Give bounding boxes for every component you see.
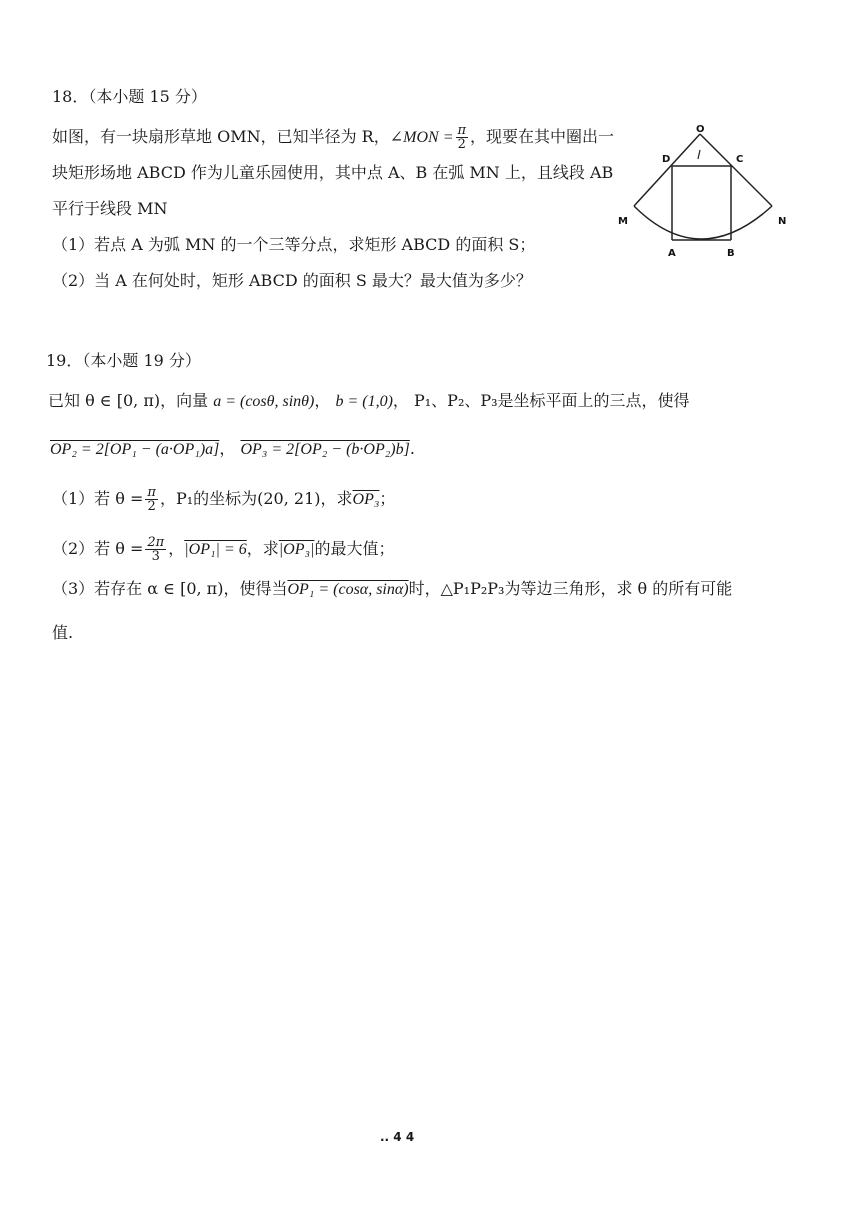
q19-part3-cont: 值. [52,623,74,642]
label-a: A [668,248,676,259]
q19-line1: 已知 θ ∈ [0, π)，向量 a = (cosθ, sinθ)， b = (1,0)， P₁、P₂、P₃是坐标平面上的三点，使得 [48,391,690,410]
q19-p2-a: （2）若 θ = [52,539,144,558]
label-m: M [618,216,628,227]
label-b: B [727,248,735,259]
p2-num: 2π [147,535,165,550]
norm-op1: |OP₁| = 6 [184,541,247,558]
q18-line3: 平行于线段 MN [52,199,168,218]
segment-om [634,134,700,206]
q19-l1-a: 已知 θ ∈ [0, π)，向量 [48,391,209,410]
sector-figure [612,120,802,270]
p2-fraction [145,536,166,563]
eq-op3: OP₃ = 2[OP₂ − (b·OP₂)b] [240,441,410,458]
label-o: O [696,124,705,135]
angle-fraction [456,124,469,151]
p1-num: π [147,485,156,500]
vector-a-def: a = (cosθ, sinθ) [213,393,315,410]
q19-p1-d: ； [379,489,396,508]
vector-op1-def: OP₁ = (cosα, sinα) [287,581,409,598]
q19-part3 [52,578,732,601]
q19-p3-a: （3）若存在 α ∈ [0, π)，使得当 [52,579,288,598]
q18-title: 18．（本小题 15 分） [52,87,207,106]
q18-line1-b: ，现要在其中圈出一 [470,127,615,146]
label-n: N [778,216,787,227]
q19-line2: OP₂ = 2[OP₁ − (a·OP₁)a]， OP₃ = 2[OP₂ − (b·OP₂)b]. [50,439,415,458]
q19-p2-b: ， [168,539,185,558]
q19-p3-c: 时，△P₁P₂P₃为等边三角形，求 θ 的所有可能 [408,579,733,598]
page-number: .. 4 4 [380,1130,415,1144]
q19-title: 19．（本小题 19 分） [46,351,201,370]
vector-b-def: b = (1,0) [335,393,393,410]
angle-den: 2 [457,137,466,152]
arc-mn [634,206,772,239]
angle-num: π [457,123,467,138]
p1-den: 2 [147,499,156,514]
eq-op2: OP₂ = 2[OP₁ − (a·OP₁)a] [50,441,220,458]
q19-p2-f: 的最大值； [314,539,395,558]
q19-part2 [52,536,394,563]
q19-p1-b: ，P₁的坐标为(20, 21)，求 [159,489,353,508]
q18-line2: 块矩形场地 ABCD 作为儿童乐园使用，其中点 A、B 在弧 MN 上，且线段 AB [52,163,614,182]
q18-part1: （1）若点 A 为弧 MN 的一个三等分点，求矩形 ABCD 的面积 S； [52,235,536,254]
q19-p1-a: （1）若 θ = [52,489,144,508]
p1-fraction [145,486,158,513]
q19-p2-d: ，求 [246,539,279,558]
q19-l1-pts: P₁、P₂、P₃是坐标平面上的三点，使得 [414,391,690,410]
vector-op3: OP₃ [352,491,380,508]
norm-op3: |OP₃| [278,541,315,558]
segment-on [700,134,772,206]
label-c: C [736,154,744,165]
angle-mon: ∠MON = [389,129,454,146]
q18-line1 [52,124,614,151]
q18-part2: （2）当 A 在何处时，矩形 ABCD 的面积 S 最大？最大值为多少？ [52,271,532,290]
p2-den: 3 [151,549,160,564]
q19-part1 [52,486,395,513]
q18-line1-a: 如图，有一块扇形草地 OMN，已知半径为 R， [52,127,390,146]
slash-mark [698,150,700,159]
label-d: D [662,154,671,165]
